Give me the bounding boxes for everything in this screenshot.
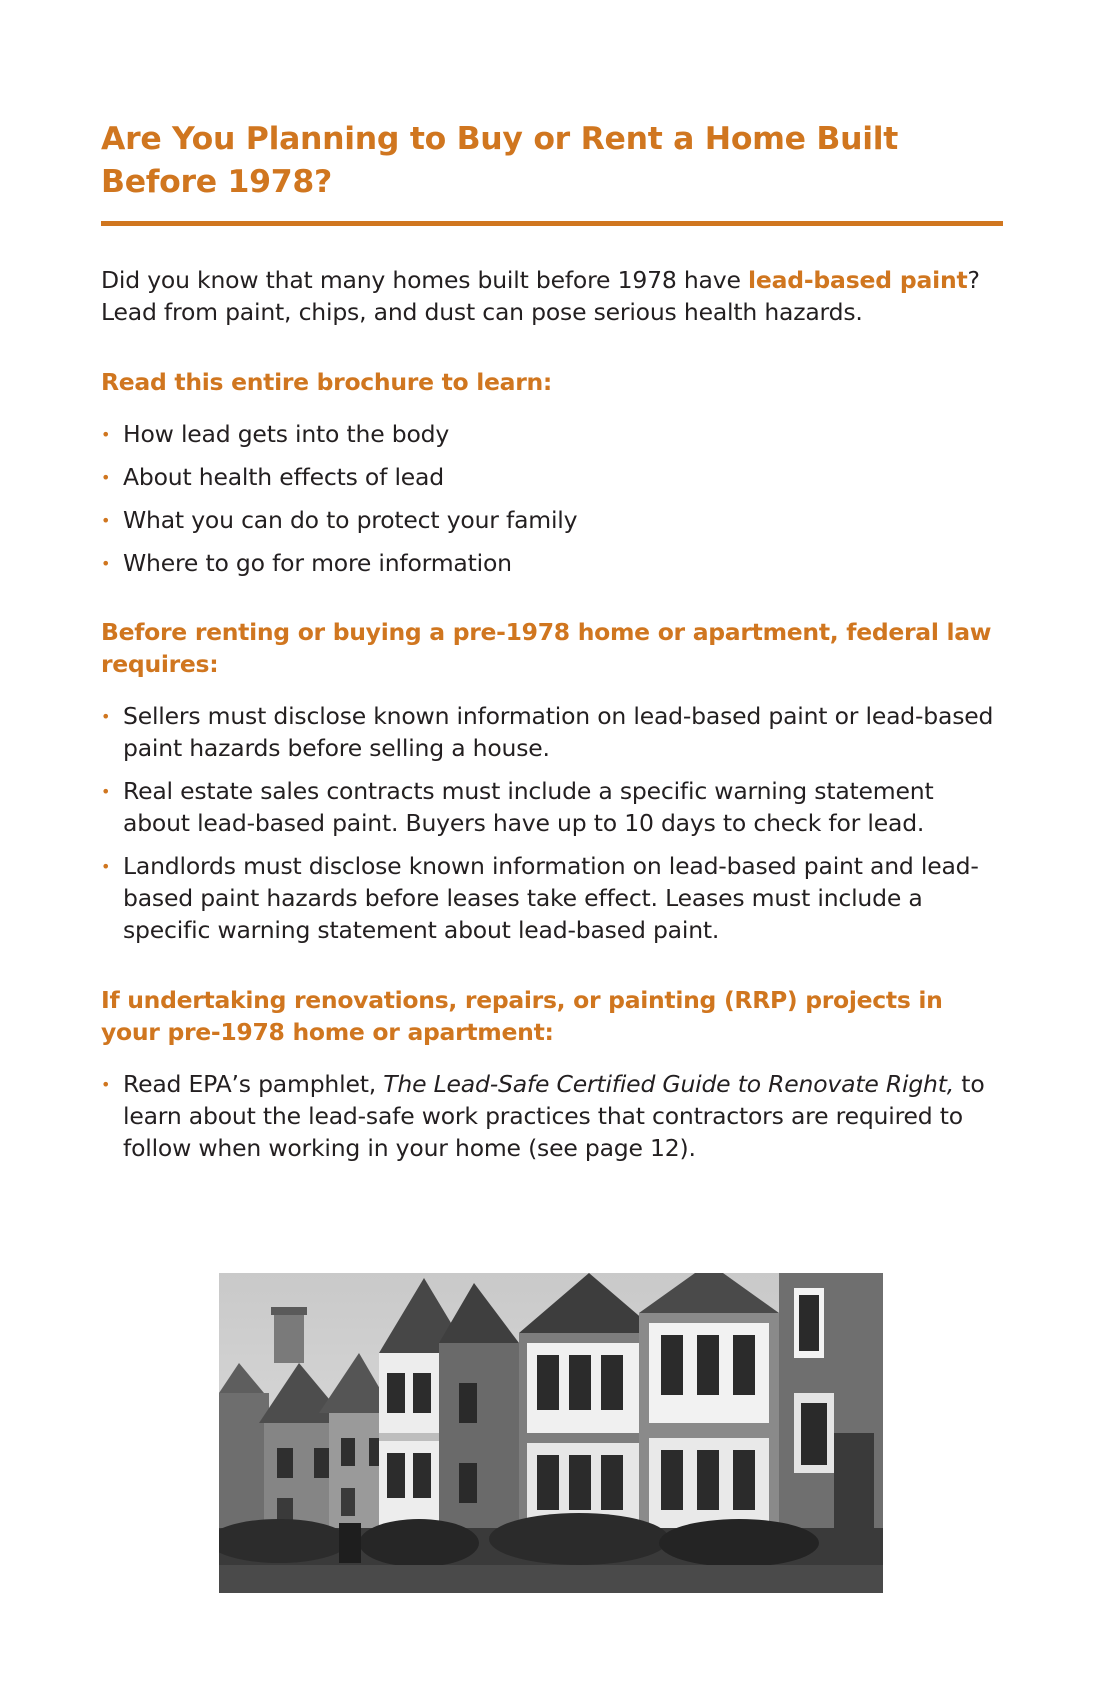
intro-text-before: Did you know that many homes built before 1978 have <box>101 266 748 294</box>
law-list <box>101 700 1003 946</box>
law-heading: Before renting or buying a pre-1978 home or apartment, federal law requires: <box>101 618 992 678</box>
rrp-heading: If undertaking renovations, repairs, or painting (RRP) projects in your pre-1978 home or apartment: <box>101 986 943 1046</box>
list-item: • Where to go for more information <box>101 547 1003 579</box>
title-divider <box>101 221 1003 226</box>
list-item: • Landlords must disclose known information on lead-based paint and lead-based paint hazards before leases take effect. Leases must include a specific warning statement about lead-based paint. <box>101 850 1003 946</box>
intro-text-after: ? Lead from paint, chips, and dust can pose serious health hazards. <box>101 266 980 326</box>
row-houses-illustration <box>219 1273 883 1593</box>
list-item: • How lead gets into the body <box>101 418 1003 450</box>
list-item: • About health effects of lead <box>101 461 1003 493</box>
pamphlet-title: The Lead-Safe Certified Guide to Renovate Right, <box>383 1070 955 1098</box>
list-item: • Real estate sales contracts must include a specific warning statement about lead-based paint. Buyers have up to 10 days to check for lead. <box>101 775 1003 839</box>
page-title: Are You Planning to Buy or Rent a Home Built Before 1978? <box>101 121 899 200</box>
rrp-text-before: Read EPA’s pamphlet, <box>123 1070 384 1098</box>
rrp-text-after: to learn about the lead-safe work practices that contractors are required to follow when working in your home (see page 12). <box>123 1070 985 1162</box>
rrp-list <box>101 1068 1003 1164</box>
intro-paragraph <box>101 264 1003 328</box>
learn-heading: Read this entire brochure to learn: <box>101 368 553 396</box>
intro-highlight: lead-based paint <box>747 266 968 294</box>
row-houses-photo <box>219 1273 883 1593</box>
list-item: • Sellers must disclose known information on lead-based paint or lead-based paint hazards before selling a house. <box>101 700 1003 764</box>
list-item <box>101 1068 1003 1164</box>
list-item: • What you can do to protect your family <box>101 504 1003 536</box>
brochure-page <box>101 118 1003 1175</box>
learn-list <box>101 418 1003 579</box>
